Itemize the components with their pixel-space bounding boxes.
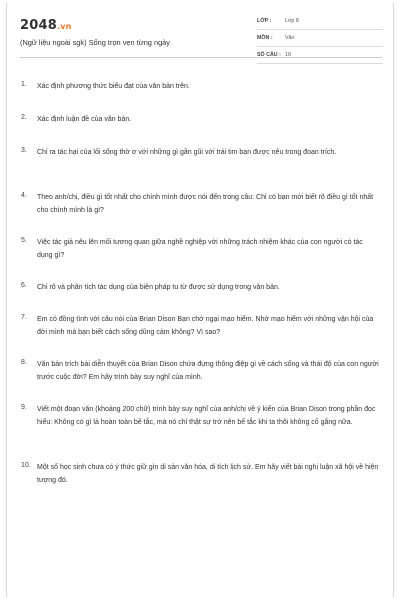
question-text: Viết một đoạn văn (khoảng 200 chữ) trình bày suy nghĩ của anh/chị về ý kiến của Brian Dison trong phần đọc hiểu: Không có gì là hoàn toàn bế tắc, mà nó chỉ thật sự trở nên bế tắc khi ta thôi không cố gắng nữa. (37, 406, 376, 426)
question-text: Chỉ rõ và phân tích tác dụng của biện pháp tu từ được sử dụng trong văn bản. (37, 284, 280, 291)
meta-value: Lớp 8 (285, 18, 299, 24)
meta-row-subject (257, 33, 383, 47)
meta-label: MÔN : (257, 35, 273, 41)
header-divider (20, 57, 382, 58)
worksheet-header (7, 3, 393, 61)
question-text: Một số học sinh chưa có ý thức giữ gìn di sản văn hóa, di tích lịch sử. Em hãy viết bài nghị luận xã hội về hiện tượng đó. (37, 464, 379, 484)
meta-label: SỐ CÂU : (257, 52, 281, 58)
question-number: 3. (21, 147, 27, 154)
question-text: Văn bản trích bài diễn thuyết của Brian Dison chứa đựng thông điệp gì về cách sống và thái độ của con người trước cuộc đời? Em hãy trình bày suy nghĩ của mình. (37, 361, 379, 381)
question-number: 6. (21, 282, 27, 289)
question-text: Theo anh/chị, điều gì tốt nhất cho chính mình được nói đến trong câu: Chỉ có bạn mới biết rõ điều gì tốt nhất cho chính mình là gì? (37, 194, 374, 214)
document-title: (Ngữ liệu ngoài sgk) Sống trọn vẹn từng ngày (20, 38, 170, 47)
worksheet-page (6, 3, 394, 597)
question-number: 2. (21, 114, 27, 121)
meta-value: Văn (285, 35, 295, 41)
question-number: 1. (21, 81, 27, 88)
question-number: 4. (21, 192, 27, 199)
logo-main: 2048 (20, 18, 57, 33)
meta-row-class (257, 16, 383, 30)
question-text: Em có đồng tình với câu nói của Brian Dison Bạn chớ ngại mạo hiểm. Nhờ mạo hiểm với những vận hội của đời mình mà bạn biết cách sống dũng cảm không? Vì sao? (37, 316, 374, 336)
meta-info (257, 16, 383, 67)
meta-value: 10 (285, 52, 291, 58)
question-text: Xác định phương thức biểu đạt của văn bản trên. (37, 83, 190, 90)
logo-tld: .vn (56, 22, 72, 31)
question-number: 9. (21, 404, 27, 411)
question-number: 10. (21, 462, 31, 469)
question-text: Chỉ ra tác hại của lối sống thờ ơ với những gì gần gũi với trái tim bạn được nêu trong đoạn trích. (37, 149, 337, 156)
question-number: 5. (21, 237, 27, 244)
question-number: 8. (21, 359, 27, 366)
question-number: 7. (21, 314, 27, 321)
question-text: Xác định luận đề của văn bản. (37, 116, 132, 123)
question-text: Việc tác giả nêu lên mối tương quan giữa nghề nghiệp với những trách nhiệm khác của con người có tác dụng gì? (37, 239, 363, 259)
meta-label: LỚP : (257, 18, 272, 24)
site-logo[interactable] (20, 18, 72, 33)
